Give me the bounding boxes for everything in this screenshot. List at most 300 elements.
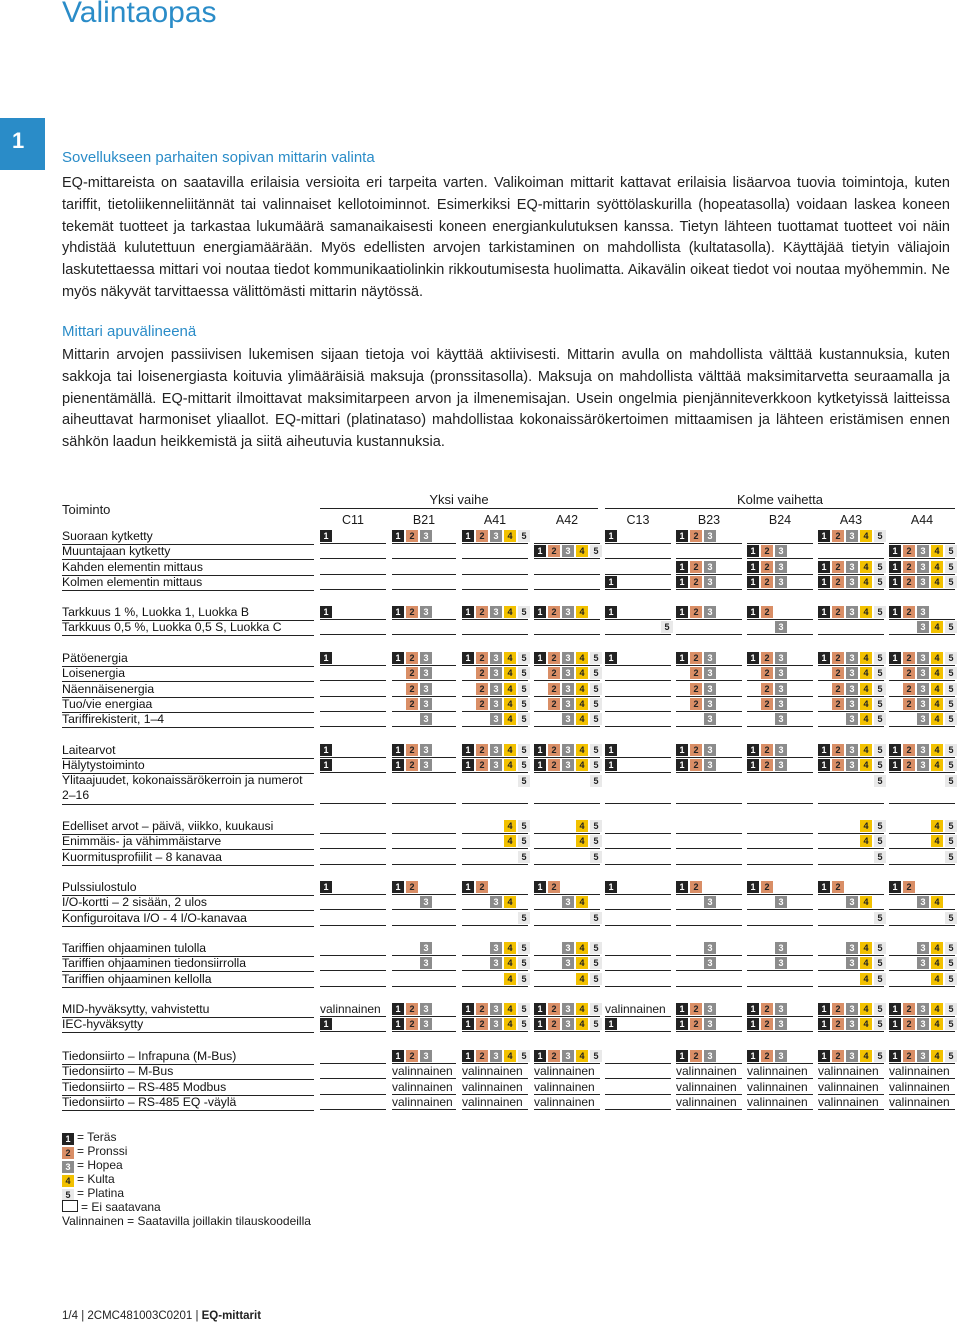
level-2-badge: 2 (761, 606, 773, 618)
table-cell (534, 940, 600, 956)
table-cell (889, 742, 955, 758)
optional-value: valinnainen (676, 1094, 737, 1109)
level-2-badge: 2 (690, 698, 702, 710)
level-2-badge: 2 (903, 545, 915, 557)
row-label: Laitearvot (62, 742, 314, 759)
optional-value: valinnainen (392, 1064, 453, 1079)
table-cell (320, 1063, 386, 1079)
level-2-badge: 2 (406, 698, 418, 710)
level-5-badge: 5 (518, 851, 530, 863)
level-5-badge: 5 (874, 1050, 886, 1062)
optional-value: valinnainen (676, 1079, 737, 1094)
level-5-badge: 5 (945, 820, 957, 832)
table-cell (747, 665, 813, 681)
table-cell (392, 528, 456, 544)
level-3-badge: 3 (704, 1050, 716, 1062)
level-5-badge: 5 (590, 1003, 602, 1015)
table-cell (747, 1048, 813, 1064)
level-2-badge: 2 (548, 1003, 560, 1015)
level-3-badge: 3 (704, 744, 716, 756)
level-2-badge: 2 (548, 606, 560, 618)
table-cell (534, 711, 600, 727)
level-2-badge: 2 (548, 683, 560, 695)
level-4-badge: 4 (504, 973, 516, 985)
level-5-badge: 5 (590, 652, 602, 664)
level-2-badge: 2 (406, 1018, 418, 1030)
table-cell (747, 971, 813, 987)
level-4-badge: 4 (576, 1050, 588, 1062)
optional-value: valinnainen (818, 1094, 879, 1109)
level-1-badge: 1 (676, 530, 688, 542)
level-3-badge: 3 (562, 1003, 574, 1015)
table-cell (747, 940, 813, 956)
level-4-badge: 4 (860, 820, 872, 832)
level-1-badge: 1 (605, 744, 617, 756)
level-5-badge: 5 (945, 835, 957, 847)
level-2-badge: 2 (761, 652, 773, 664)
table-cell (605, 971, 671, 987)
level-3-badge: 3 (562, 1050, 574, 1062)
level-3-badge: 3 (420, 1050, 432, 1062)
level-3-badge: 3 (490, 606, 502, 618)
level-3-badge: 3 (704, 667, 716, 679)
level-3-badge: 3 (420, 530, 432, 542)
level-1-badge: 1 (676, 606, 688, 618)
row-label: Tiedonsiirto – RS-485 Modbus (62, 1079, 314, 1096)
level-3-badge: 3 (562, 896, 574, 908)
level-3-badge: 3 (917, 744, 929, 756)
level-1-badge: 1 (676, 576, 688, 588)
level-4-badge: 4 (504, 713, 516, 725)
table-cell (818, 1094, 884, 1110)
table-cell (320, 818, 386, 834)
column-header-a43: A43 (839, 513, 863, 527)
optional-value: valinnainen (676, 1064, 737, 1079)
level-1-badge: 1 (747, 576, 759, 588)
level-1-badge: 1 (392, 1003, 404, 1015)
level-1-badge: 1 (462, 606, 474, 618)
level-1-badge: 1 (320, 530, 332, 542)
table-cell (818, 910, 884, 926)
table-cell (747, 849, 813, 865)
table-cell (889, 955, 955, 971)
table-cell (889, 681, 955, 697)
level-4-badge: 4 (62, 1175, 74, 1187)
table-cell (392, 818, 456, 834)
table-cell (320, 1094, 386, 1110)
table-cell (818, 849, 884, 865)
level-2-badge: 2 (548, 667, 560, 679)
level-2-badge: 2 (690, 652, 702, 664)
level-3-badge: 3 (775, 896, 787, 908)
column-header-b23: B23 (697, 513, 721, 527)
level-1-badge: 1 (889, 1050, 901, 1062)
table-cell (320, 650, 386, 666)
table-cell (889, 543, 955, 559)
level-1-badge: 1 (62, 1133, 74, 1145)
table-cell (462, 696, 528, 712)
table-cell (605, 818, 671, 834)
level-2-badge: 2 (832, 652, 844, 664)
row-label: Tariffien ohjaaminen kellolla (62, 971, 314, 988)
level-3-badge: 3 (917, 896, 929, 908)
table-cell (320, 681, 386, 697)
level-5-badge: 5 (518, 775, 530, 787)
level-3-badge: 3 (490, 957, 502, 969)
table-cell (392, 543, 456, 559)
level-2-badge: 2 (832, 576, 844, 588)
table-cell (676, 879, 742, 895)
table-cell (605, 1079, 671, 1095)
table-cell (676, 818, 742, 834)
table-cell (889, 1063, 955, 1079)
level-3-badge: 3 (420, 1018, 432, 1030)
level-4-badge: 4 (576, 713, 588, 725)
table-cell (534, 1079, 600, 1095)
row-label: Enimmäis- ja vähimmäistarve (62, 833, 314, 850)
level-2-badge: 2 (832, 667, 844, 679)
table-cell (534, 742, 600, 758)
level-4-badge: 4 (504, 957, 516, 969)
level-2-badge: 2 (406, 606, 418, 618)
level-1-badge: 1 (747, 881, 759, 893)
row-label: MID-hyväksytty, vahvistettu (62, 1001, 314, 1018)
table-cell (605, 604, 671, 620)
row-label: Tuo/vie energiaa (62, 696, 314, 713)
level-1-badge: 1 (392, 1018, 404, 1030)
level-5-badge: 5 (874, 835, 886, 847)
level-3-badge: 3 (704, 1003, 716, 1015)
group-header-single-phase: Yksi vaihe (320, 492, 598, 509)
table-cell (889, 894, 955, 910)
table-cell (818, 1079, 884, 1095)
table-cell (889, 1016, 955, 1032)
level-2-badge: 2 (903, 606, 915, 618)
level-4-badge: 4 (931, 1003, 943, 1015)
level-1-badge: 1 (676, 881, 688, 893)
level-3-badge: 3 (704, 942, 716, 954)
level-5-badge: 5 (874, 912, 886, 924)
level-2-badge: 2 (761, 1050, 773, 1062)
level-1-badge: 1 (747, 561, 759, 573)
level-1-badge: 1 (534, 1050, 546, 1062)
level-3-badge: 3 (562, 545, 574, 557)
table-cell (818, 742, 884, 758)
level-2-badge: 2 (690, 530, 702, 542)
level-5-badge: 5 (518, 912, 530, 924)
level-2-badge: 2 (406, 1050, 418, 1062)
level-1-badge: 1 (462, 744, 474, 756)
table-cell (392, 849, 456, 865)
section-heading: Mittari apuvälineenä (62, 323, 197, 340)
table-cell (676, 681, 742, 697)
table-cell (534, 1016, 600, 1032)
level-2-badge: 2 (761, 667, 773, 679)
table-cell (889, 1048, 955, 1064)
legend-item (62, 1200, 161, 1214)
level-1-badge: 1 (747, 1050, 759, 1062)
table-cell (462, 528, 528, 544)
level-5-badge: 5 (874, 957, 886, 969)
table-cell (462, 574, 528, 590)
level-5-badge: 5 (945, 698, 957, 710)
level-2-badge: 2 (690, 1050, 702, 1062)
level-2-badge: 2 (903, 667, 915, 679)
table-cell (320, 833, 386, 849)
column-header-c13: C13 (626, 513, 650, 527)
table-cell (320, 773, 386, 804)
level-4-badge: 4 (860, 683, 872, 695)
level-3-badge: 3 (917, 713, 929, 725)
level-5-badge: 5 (590, 973, 602, 985)
level-2-badge: 2 (476, 667, 488, 679)
level-3-badge: 3 (420, 1003, 432, 1015)
level-5-badge: 5 (945, 912, 957, 924)
level-4-badge: 4 (931, 576, 943, 588)
row-label: Näennäisenergia (62, 681, 314, 698)
level-1-badge: 1 (605, 759, 617, 771)
level-2-badge: 2 (690, 744, 702, 756)
table-cell (320, 879, 386, 895)
table-cell (889, 1001, 955, 1017)
table-cell (534, 773, 600, 804)
level-2-badge: 2 (690, 667, 702, 679)
level-2-badge: 2 (548, 744, 560, 756)
level-3-badge: 3 (775, 1018, 787, 1030)
level-4-badge: 4 (860, 698, 872, 710)
table-cell (889, 971, 955, 987)
level-3-badge: 3 (562, 667, 574, 679)
level-3-badge: 3 (704, 896, 716, 908)
level-5-badge: 5 (62, 1189, 74, 1201)
level-3-badge: 3 (420, 896, 432, 908)
table-cell (392, 665, 456, 681)
level-2-badge: 2 (903, 1018, 915, 1030)
table-cell (462, 894, 528, 910)
table-cell (889, 711, 955, 727)
level-4-badge: 4 (504, 667, 516, 679)
level-3-badge: 3 (917, 683, 929, 695)
level-5-badge: 5 (518, 1050, 530, 1062)
level-4-badge: 4 (504, 698, 516, 710)
table-cell (818, 1048, 884, 1064)
level-1-badge: 1 (462, 881, 474, 893)
level-4-badge: 4 (931, 835, 943, 847)
table-cell (462, 773, 528, 804)
level-1-badge: 1 (676, 1018, 688, 1030)
table-cell (462, 910, 528, 926)
table-cell (320, 696, 386, 712)
level-1-badge: 1 (676, 759, 688, 771)
level-2-badge: 2 (832, 561, 844, 573)
table-cell (320, 665, 386, 681)
level-3-badge: 3 (775, 667, 787, 679)
table-cell (747, 833, 813, 849)
level-4-badge: 4 (504, 530, 516, 542)
level-1-badge: 1 (534, 545, 546, 557)
level-2-badge: 2 (832, 683, 844, 695)
level-1-badge: 1 (747, 652, 759, 664)
level-2-badge: 2 (832, 530, 844, 542)
level-1-badge: 1 (392, 744, 404, 756)
level-4-badge: 4 (931, 942, 943, 954)
level-3-badge: 3 (917, 621, 929, 633)
level-1-badge: 1 (534, 606, 546, 618)
table-cell (605, 955, 671, 971)
level-3-badge: 3 (775, 545, 787, 557)
level-2-badge: 2 (406, 881, 418, 893)
table-cell (534, 879, 600, 895)
level-5-badge: 5 (590, 820, 602, 832)
legend-text: = Ei saatavana (81, 1200, 161, 1214)
level-4-badge: 4 (576, 973, 588, 985)
level-1-badge: 1 (676, 652, 688, 664)
level-1-badge: 1 (534, 1018, 546, 1030)
level-3-badge: 3 (490, 759, 502, 771)
level-3-badge: 3 (846, 530, 858, 542)
level-5-badge: 5 (874, 561, 886, 573)
table-cell (320, 940, 386, 956)
table-cell (392, 773, 456, 804)
legend-text: = Kulta (77, 1172, 115, 1186)
table-cell (392, 619, 456, 635)
table-cell (818, 879, 884, 895)
level-4-badge: 4 (860, 759, 872, 771)
table-cell (462, 1079, 528, 1095)
table-cell (747, 1079, 813, 1095)
level-1-badge: 1 (818, 1003, 830, 1015)
level-3-badge: 3 (490, 896, 502, 908)
table-cell (747, 528, 813, 544)
table-cell (534, 528, 600, 544)
table-cell (747, 1001, 813, 1017)
table-cell (818, 711, 884, 727)
table-cell (320, 528, 386, 544)
table-cell (392, 1094, 456, 1110)
table-cell (534, 650, 600, 666)
table-cell (462, 1048, 528, 1064)
table-cell (392, 711, 456, 727)
level-3-badge: 3 (775, 1003, 787, 1015)
table-cell (320, 1079, 386, 1095)
optional-value: valinnainen (392, 1094, 453, 1109)
section-body: EQ-mittareista on saatavilla erilaisia versioita eri tarpeita varten. Valikoiman mittarit kattavat erilaisia lisäarvoa tuovia toimintoja, kuten tariffit, tietoliikenneliitännät tai valinnaiset kellotoiminnot. Esimerkiksi EQ-mittarin syöttölaskurilla (hopeatasolla) voidaan laskea koneen tekemät tuotteet ja tarkastaa lukumäärä samanaikaisesti koneen energiankulutuksen kanssa. Tietyn lähteen tuottamat tuotteet voi näin yhdistää kulutettuun energiamäärään. Myös edellisten arvojen tarkistaminen on mahdollista (kultatasolla). Käyttäjää tietyin väliajoin laskutettaessa mittari voi noutaa tiedot kommunikaatiolinkin rikkoutumisesta huolimatta. Aikavälin oikeat tiedot voi noutaa myöhemmin. Ne myös näkyvät tarvittaessa välittömästi mittarin näytössä. (62, 175, 950, 300)
table-cell (605, 1094, 671, 1110)
table-cell (320, 894, 386, 910)
level-4-badge: 4 (931, 683, 943, 695)
level-3-badge: 3 (420, 942, 432, 954)
level-2-badge: 2 (548, 545, 560, 557)
level-2-badge: 2 (406, 667, 418, 679)
function-column-header: Toiminto (62, 502, 111, 517)
level-5-badge: 5 (945, 744, 957, 756)
level-5-badge: 5 (518, 835, 530, 847)
table-cell (818, 1016, 884, 1032)
table-cell (889, 619, 955, 635)
level-3-badge: 3 (490, 652, 502, 664)
level-3-badge: 3 (846, 713, 858, 725)
level-1-badge: 1 (889, 1018, 901, 1030)
legend-note: Valinnainen = Saatavilla joillakin tilauskoodeilla (62, 1214, 311, 1228)
table-cell (676, 619, 742, 635)
level-1-badge: 1 (889, 744, 901, 756)
level-2-badge: 2 (476, 1050, 488, 1062)
table-cell (818, 665, 884, 681)
table-cell (605, 910, 671, 926)
table-cell (320, 711, 386, 727)
level-2-badge: 2 (548, 881, 560, 893)
table-cell (676, 1079, 742, 1095)
level-2-badge: 2 (476, 652, 488, 664)
level-2-badge: 2 (761, 683, 773, 695)
table-cell (676, 1048, 742, 1064)
table-cell (320, 604, 386, 620)
level-1-badge: 1 (747, 1003, 759, 1015)
column-header-a41: A41 (483, 513, 507, 527)
table-cell (392, 742, 456, 758)
row-label: Hälytystoiminto (62, 757, 314, 774)
level-3-badge: 3 (562, 698, 574, 710)
level-2-badge: 2 (903, 1050, 915, 1062)
level-3-badge: 3 (917, 1018, 929, 1030)
row-label: Kuormitusprofiilit – 8 kanavaa (62, 849, 314, 866)
table-cell (889, 833, 955, 849)
level-4-badge: 4 (931, 896, 943, 908)
table-cell (818, 650, 884, 666)
level-5-badge: 5 (945, 683, 957, 695)
level-3-badge: 3 (917, 652, 929, 664)
table-cell (605, 1001, 671, 1017)
level-1-badge: 1 (392, 606, 404, 618)
level-1-badge: 1 (818, 606, 830, 618)
table-cell (605, 559, 671, 575)
level-2-badge: 2 (903, 561, 915, 573)
optional-value: valinnainen (534, 1094, 595, 1109)
level-4-badge: 4 (576, 820, 588, 832)
level-5-badge: 5 (518, 530, 530, 542)
level-1-badge: 1 (889, 1003, 901, 1015)
level-5-badge: 5 (874, 713, 886, 725)
row-label: Tariffirekisterit, 1–4 (62, 711, 314, 728)
row-label: Tariffien ohjaaminen tiedonsiirrolla (62, 955, 314, 972)
table-cell (676, 773, 742, 804)
level-3-badge: 3 (562, 1018, 574, 1030)
level-4-badge: 4 (576, 683, 588, 695)
table-cell (392, 940, 456, 956)
level-1-badge: 1 (392, 530, 404, 542)
level-4-badge: 4 (860, 713, 872, 725)
optional-value: valinnainen (462, 1064, 523, 1079)
table-cell (605, 879, 671, 895)
level-3-badge: 3 (562, 606, 574, 618)
optional-value: valinnainen (462, 1079, 523, 1094)
level-2-badge: 2 (406, 652, 418, 664)
level-4-badge: 4 (504, 835, 516, 847)
table-cell (747, 543, 813, 559)
level-3-badge: 3 (490, 530, 502, 542)
table-cell (818, 528, 884, 544)
level-2-badge: 2 (903, 683, 915, 695)
level-2-badge: 2 (832, 1003, 844, 1015)
group-header-three-phase: Kolme vaihetta (605, 492, 955, 509)
level-5-badge: 5 (874, 1018, 886, 1030)
table-cell (889, 696, 955, 712)
table-cell (392, 879, 456, 895)
level-5-badge: 5 (518, 1003, 530, 1015)
level-3-badge: 3 (846, 561, 858, 573)
level-1-badge: 1 (747, 606, 759, 618)
level-3-badge: 3 (704, 1018, 716, 1030)
